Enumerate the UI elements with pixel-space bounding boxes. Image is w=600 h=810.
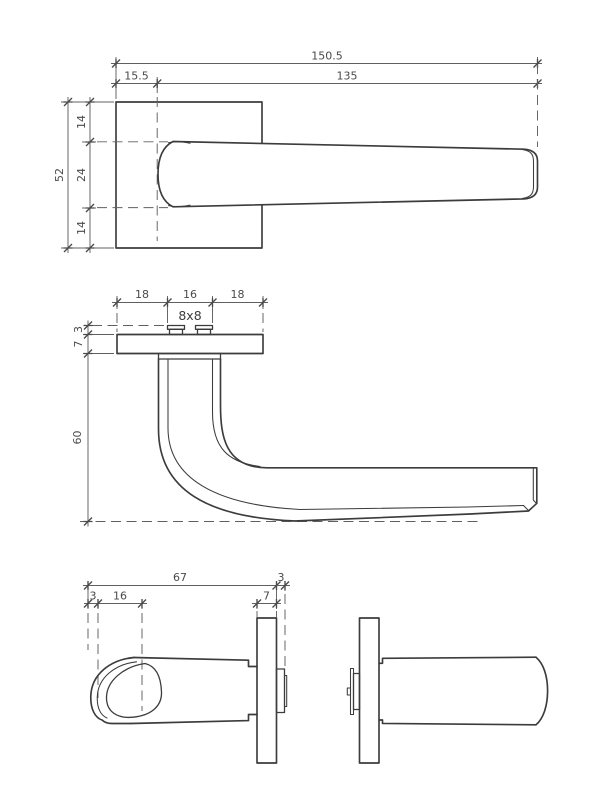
dim-label-total-length: 150.5 (311, 49, 343, 63)
grip-body-top (379, 657, 536, 663)
dim-label-spindle-protrusion: 3 (277, 571, 285, 584)
dim-label-projection: 67 (173, 571, 187, 584)
rose-plate-end-right (360, 618, 380, 763)
front-view (53, 50, 542, 254)
dim-label-handle-drop: 60 (71, 430, 84, 445)
grip-end-arc (536, 657, 548, 725)
spindle-stub-cap (285, 676, 287, 707)
grip-end-face (106, 664, 161, 718)
spindle-stub (277, 669, 285, 713)
grip-body-bottom (131, 715, 257, 724)
dim-label-lever-length: 135 (336, 69, 358, 83)
dim-label-lower-margin: 14 (75, 221, 88, 235)
lever-handle-side (159, 359, 537, 521)
neck-flange (159, 354, 221, 360)
dim-label-rose-thickness: 7 (72, 340, 85, 348)
dim-label-left-span: 18 (135, 288, 149, 301)
lever-end-notch (524, 506, 530, 512)
dim-label-grip-depth: 16 (113, 589, 127, 603)
dim-label-rose-depth: 7 (263, 589, 270, 603)
rose-plate-end-left (257, 618, 277, 763)
dim-label-spindle-section: 8x8 (178, 308, 202, 323)
dim-label-right-span: 18 (230, 288, 245, 301)
dim-label-rose-size: 52 (53, 168, 66, 182)
dim-label-grip-width: 24 (75, 168, 88, 182)
grip-body-top (134, 658, 257, 667)
end-view-left (83, 571, 290, 763)
dim-label-rose-offset: 15.5 (124, 69, 149, 83)
grip-body-bottom (379, 720, 536, 725)
dim-label-cap-depth: 3 (89, 589, 97, 603)
dim-label-spindle-span: 16 (183, 288, 197, 301)
dim-label-upper-margin: 14 (75, 115, 88, 129)
rose-plate-side (117, 335, 263, 354)
spindle-stub-notch (347, 688, 350, 695)
end-view-right (347, 618, 547, 763)
side-view (71, 288, 537, 527)
dim-label-nub-height: 3 (72, 326, 85, 333)
neck-contour-right (213, 359, 261, 467)
spindle-stub (354, 674, 360, 710)
lever-handle-front (158, 142, 538, 207)
grip-end-cap (91, 658, 134, 724)
